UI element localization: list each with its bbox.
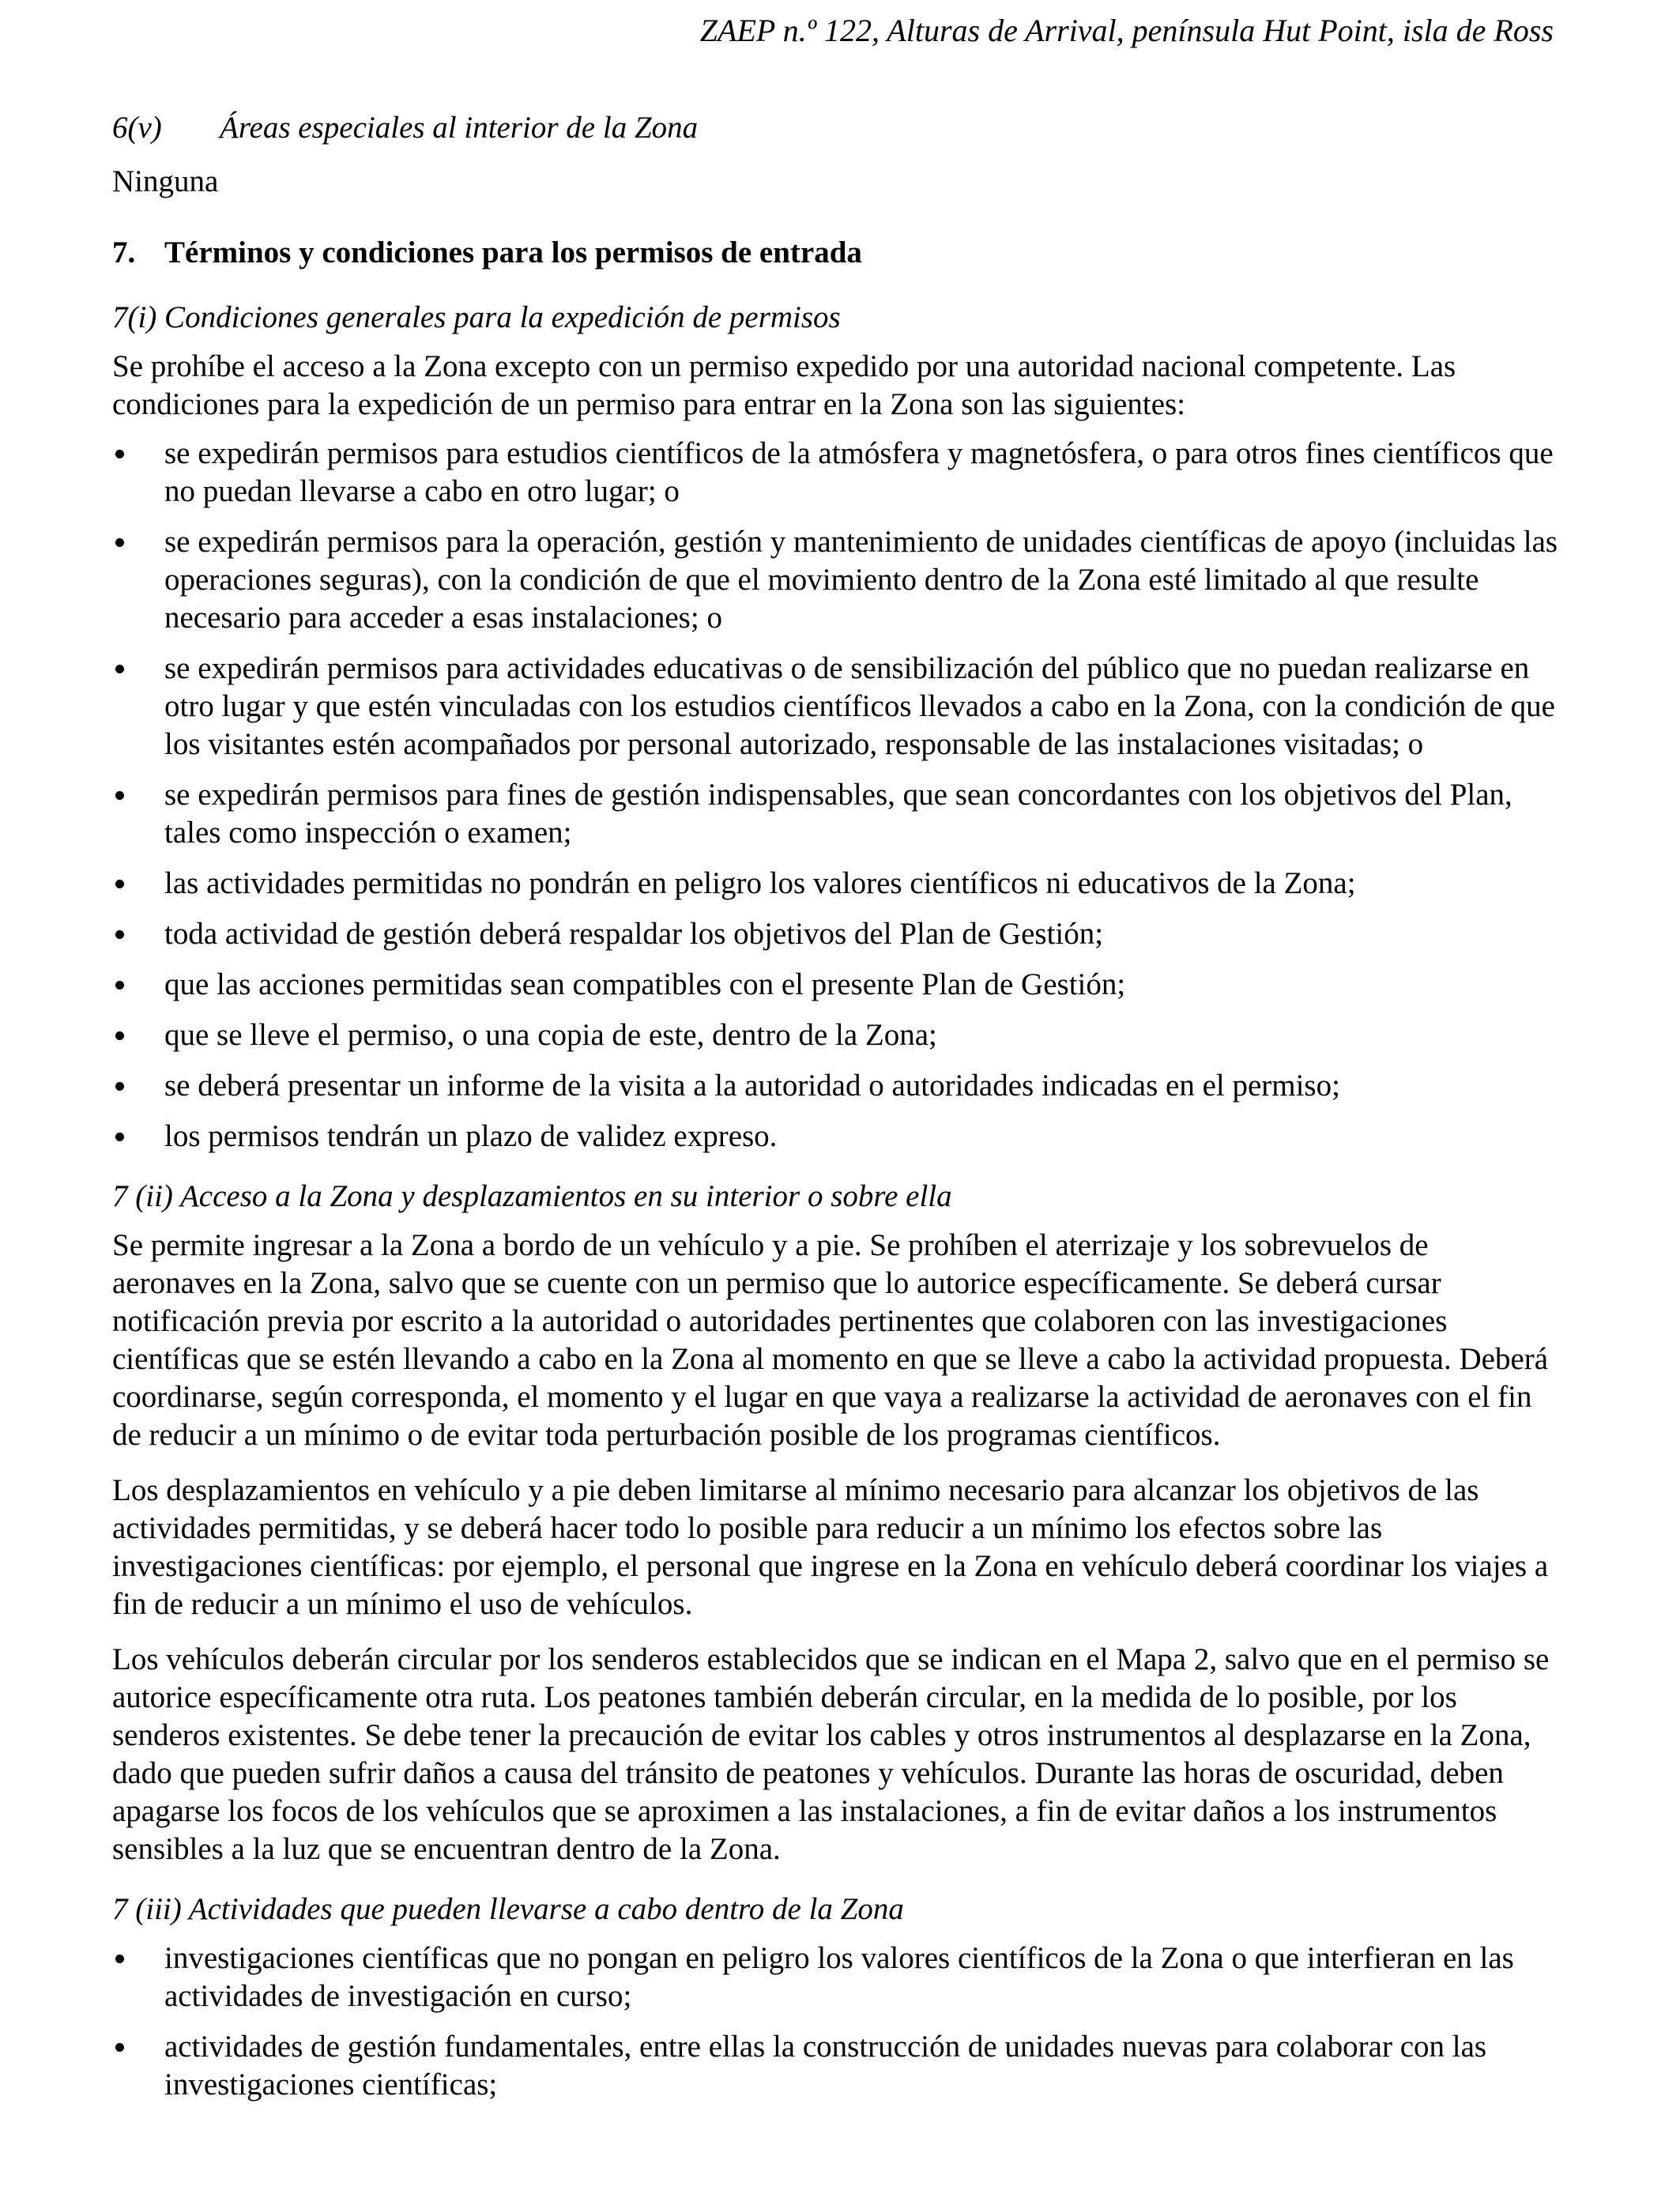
paragraph: Los desplazamientos en vehículo y a pie deben limitarse al mínimo necesario para alcanzar los objetivos de las actividades permitidas, y se deberá hacer todo lo posible para reducir a un mínimo los efectos sobre las investigaciones científicas: por ejemplo, el personal que ingrese en la Zona en vehículo deberá coordinar los viajes a fin de reducir a un mínimo el uso de vehículos. [112, 1473, 1549, 1621]
subsection-7i-intro: Se prohíbe el acceso a la Zona excepto con un permiso expedido por una autoridad nacional competente. Las condiciones para la expedición de un permiso para entrar en la Zona son las siguientes: [112, 349, 1456, 421]
list-item [112, 1067, 1558, 1105]
list-item [112, 1940, 1558, 2015]
list-item-text: investigaciones científicas que no pongan en peligro los valores científicos de la Zona o que interfieran en las actividades de investigación en curso; [164, 1941, 1514, 2013]
list-item-text: se expedirán permisos para fines de gestión indispensables, que sean concordantes con los objetivos del Plan, tales como inspección o examen; [164, 778, 1512, 850]
bullet-icon [115, 930, 124, 939]
list-item-text: se expedirán permisos para la operación, gestión y mantenimiento de unidades científicas de apoyo (incluidas las operaciones seguras), con la condición de que el movimiento dentro de la Zona esté limitado al que resulte necesario para acceder a esas instalaciones; o [164, 525, 1558, 635]
list-item [112, 915, 1558, 953]
list-item-text: que las acciones permitidas sean compatibles con el presente Plan de Gestión; [164, 967, 1126, 1001]
list-item-text: se deberá presentar un informe de la visita a la autoridad o autoridades indicadas en el permiso; [164, 1069, 1340, 1103]
subsection-title: Áreas especiales al interior de la Zona [220, 111, 699, 145]
bullet-icon [115, 791, 124, 800]
bullet-icon [115, 665, 124, 673]
list-item [112, 776, 1558, 852]
paragraph: Se permite ingresar a la Zona a bordo de un vehículo y a pie. Se prohíben el aterrizaje y los sobrevuelos de aeronaves en la Zona, salvo que se cuente con un permiso que lo autorice específicamente. Se deberá cursar notificación previa por escrito a la autoridad o autoridades pertinentes que colaboren con las investigaciones científicas que se estén llevando a cabo en la Zona al momento en que se lleve a cabo la actividad propuesta. Deberá coordinarse, según corresponda, el momento y el lugar en que vaya a realizarse la actividad de aeronaves con el fin de reducir a un mínimo o de evitar toda perturbación posible de los programas científicos. [112, 1228, 1549, 1452]
list-item [112, 865, 1558, 903]
conditions-list [112, 435, 1558, 1155]
bullet-icon [115, 1031, 124, 1040]
list-item [112, 523, 1558, 637]
list-item-text: los permisos tendrán un plazo de validez expreso. [164, 1119, 778, 1153]
subsection-6v-heading [112, 109, 1558, 147]
list-item [112, 966, 1558, 1004]
list-item [112, 1118, 1558, 1155]
list-item [112, 2028, 1558, 2104]
subsection-number: 6(v) [112, 111, 162, 145]
list-item-text: toda actividad de gestión deberá respaldar los objetivos del Plan de Gestión; [164, 917, 1104, 951]
list-item [112, 435, 1558, 511]
list-item-text: las actividades permitidas no pondrán en peligro los valores científicos ni educativos de la Zona; [164, 866, 1356, 900]
list-item [112, 650, 1558, 763]
list-item [112, 1016, 1558, 1054]
list-item-text: que se lleve el permiso, o una copia de este, dentro de la Zona; [164, 1018, 937, 1052]
bullet-icon [115, 981, 124, 990]
list-item-text: actividades de gestión fundamentales, entre ellas la construcción de unidades nuevas para colaborar con las investigaciones científicas; [164, 2030, 1487, 2102]
bullet-icon [115, 2043, 124, 2052]
bullet-icon [115, 538, 124, 547]
running-header: ZAEP n.º 122, Alturas de Arrival, península Hut Point, isla de Ross [699, 13, 1554, 48]
subsection-7iii-heading: 7 (iii) Actividades que pueden llevarse a cabo dentro de la Zona [112, 1892, 904, 1926]
activities-list [112, 1940, 1558, 2104]
subsection-6v-body: Ninguna [112, 164, 219, 198]
paragraph: Los vehículos deberán circular por los senderos establecidos que se indican en el Mapa 2, salvo que en el permiso se autorice específicamente otra ruta. Los peatones también deberán circular, en la medida de lo posible, por los senderos existentes. Se debe tener la precaución de evitar los cables y otros instrumentos al desplazarse en la Zona, dado que pueden sufrir daños a causa del tránsito de peatones y vehículos. Durante las horas de oscuridad, deben apagarse los focos de los vehículos que se aproximen a las instalaciones, a fin de evitar daños a los instrumentos sensibles a la luz que se encuentran dentro de la Zona. [112, 1642, 1550, 1866]
bullet-icon [115, 1955, 124, 1963]
subsection-7i-heading: 7(i) Condiciones generales para la expedición de permisos [112, 300, 841, 334]
list-item-text: se expedirán permisos para actividades educativas o de sensibilización del público que no puedan realizarse en otro lugar y que estén vinculadas con los estudios científicos llevados a cabo en la Zona, con la condición de que los visitantes estén acompañados por personal autorizado, responsable de las instalaciones visitadas; o [164, 651, 1555, 761]
list-item-text: se expedirán permisos para estudios científicos de la atmósfera y magnetósfera, o para otros fines científicos que no puedan llevarse a cabo en otro lugar; o [164, 436, 1554, 508]
bullet-icon [115, 1133, 124, 1141]
section-title: Términos y condiciones para los permisos de entrada [164, 236, 862, 270]
bullet-icon [115, 450, 124, 458]
bullet-icon [115, 880, 124, 888]
page-content [112, 109, 1558, 2117]
subsection-7ii-heading: 7 (ii) Acceso a la Zona y desplazamientos en su interior o sobre ella [112, 1179, 952, 1213]
section-7-heading [112, 234, 1558, 272]
bullet-icon [115, 1082, 124, 1091]
section-number: 7. [112, 236, 136, 270]
